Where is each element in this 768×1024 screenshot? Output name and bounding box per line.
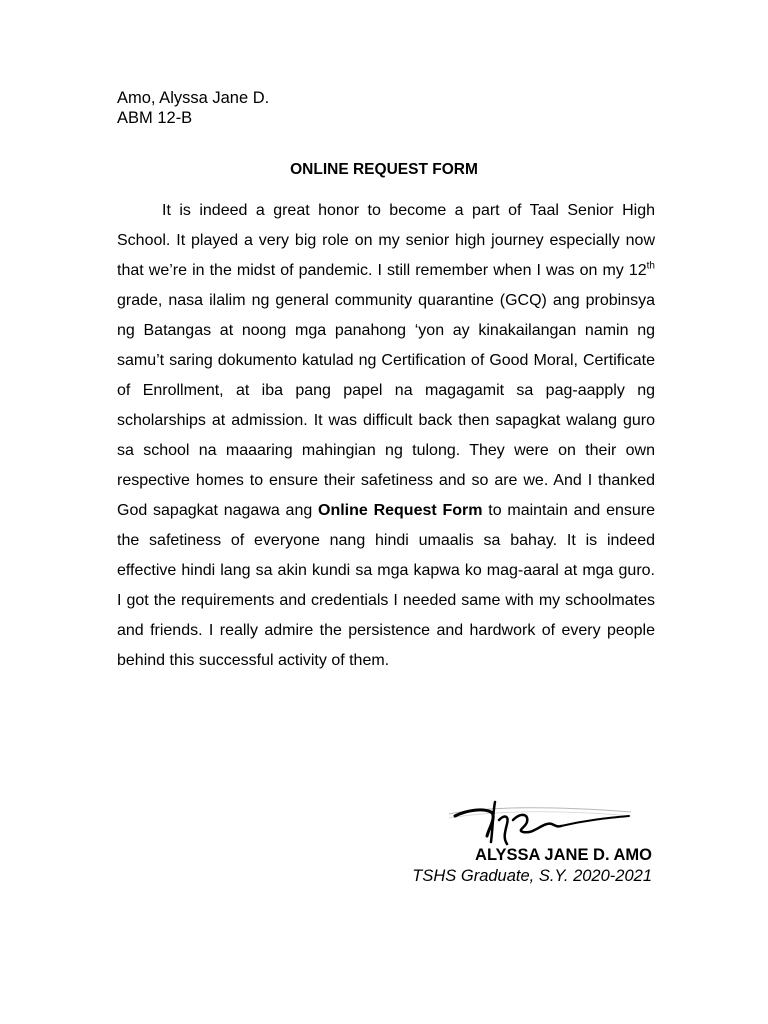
- student-header: [117, 88, 269, 128]
- signatory-role: TSHS Graduate, S.Y. 2020-2021: [412, 867, 652, 885]
- handwritten-signature: [447, 798, 633, 850]
- body-text-part1: It is indeed a great honor to become a part of Taal Senior High School. It played a very big role on my senior high journey especially now that we’re in the midst of pandemic. I still remember when I was on my 12: [117, 202, 655, 279]
- online-request-form-emphasis: Online Request Form: [318, 502, 483, 519]
- signatory-name: ALYSSA JANE D. AMO: [475, 846, 652, 864]
- body-paragraph: [117, 196, 655, 676]
- student-section: ABM 12-B: [117, 109, 193, 127]
- signature-block: [412, 845, 652, 887]
- body-text-part3: to maintain and ensure the safetiness of everyone nang hindi umaalis sa bahay. It is indeed effective hindi lang sa akin kundi sa mga kapwa ko mag-aaral at mga guro. I got the requirements and credentials I needed same with my schoolmates and friends. I really admire the persistence and hardwork of every people behind this successful activity of them.: [117, 502, 655, 669]
- ordinal-superscript: th: [646, 260, 655, 272]
- body-text-part2: grade, nasa ilalim ng general community quarantine (GCQ) ang probinsya ng Batangas at noong mga panahong ‘yon ay kinakailangan namin ng samu’t saring dokumento katulad ng Certification of Good Moral, Certificate of Enrollment, at iba pang papel na magagamit sa pag-aapply ng scholarships at admission. It was difficult back then sapagkat walang guro sa school na maaaring mahingian ng tulong. They were on their own respective homes to ensure their safetiness and so are we. And I thanked God sapagkat nagawa ang: [117, 292, 655, 519]
- document-title: ONLINE REQUEST FORM: [290, 161, 478, 178]
- student-name: Amo, Alyssa Jane D.: [117, 89, 270, 107]
